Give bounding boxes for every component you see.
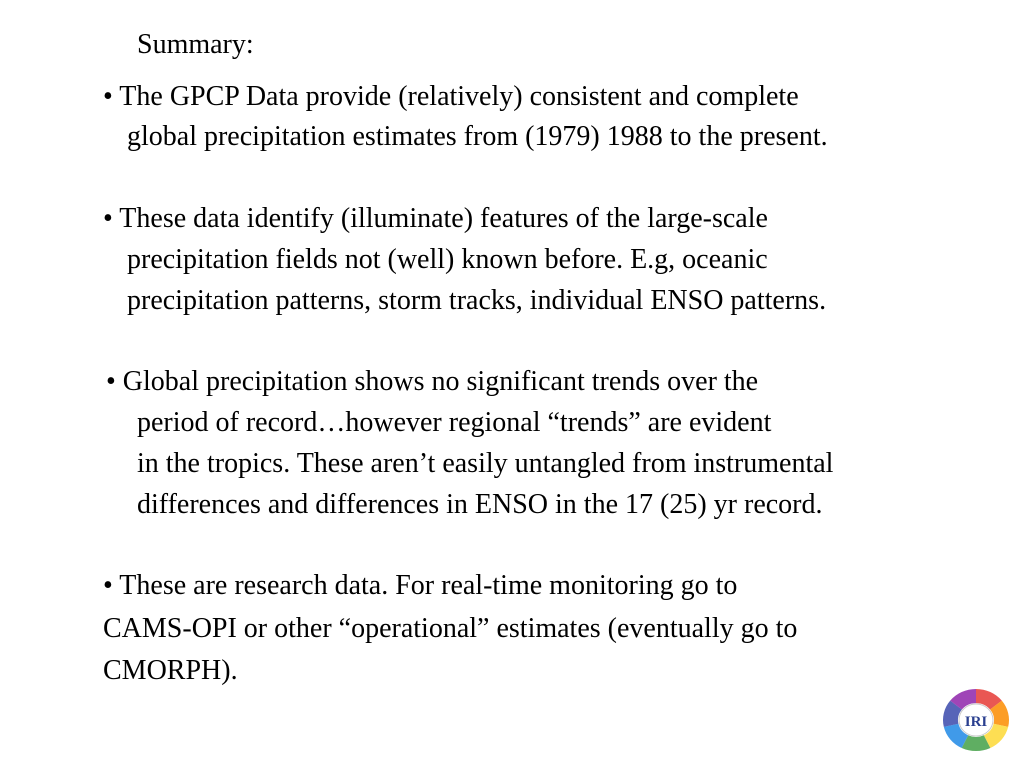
bullet-3-line-2: period of record…however regional “trends” are evident <box>137 407 772 438</box>
bullet-4-line-3: CMORPH). <box>103 655 238 686</box>
bullet-4-line-1: • These are research data. For real-time monitoring go to <box>103 570 738 601</box>
bullet-1-line-1: • The GPCP Data provide (relatively) consistent and complete <box>103 81 799 112</box>
logo-text: IRI <box>964 714 988 730</box>
bullet-3-line-4: differences and differences in ENSO in the 17 (25) yr record. <box>137 489 823 520</box>
iri-logo <box>940 686 1012 754</box>
bullet-3-line-1: • Global precipitation shows no significant trends over the <box>106 366 759 397</box>
bullet-4-line-2: CAMS-OPI or other “operational” estimates (eventually go to <box>103 613 798 644</box>
bullet-3-line-3: in the tropics. These aren’t easily untangled from instrumental <box>137 448 834 479</box>
bullet-2-line-2: precipitation fields not (well) known before. E.g, oceanic <box>127 244 768 275</box>
bullet-2-line-3: precipitation patterns, storm tracks, individual ENSO patterns. <box>127 285 827 316</box>
bullet-1-line-2: global precipitation estimates from (1979) 1988 to the present. <box>127 121 828 152</box>
slide-title: Summary: <box>137 29 254 60</box>
bullet-2-line-1: • These data identify (illuminate) features of the large-scale <box>103 203 768 234</box>
